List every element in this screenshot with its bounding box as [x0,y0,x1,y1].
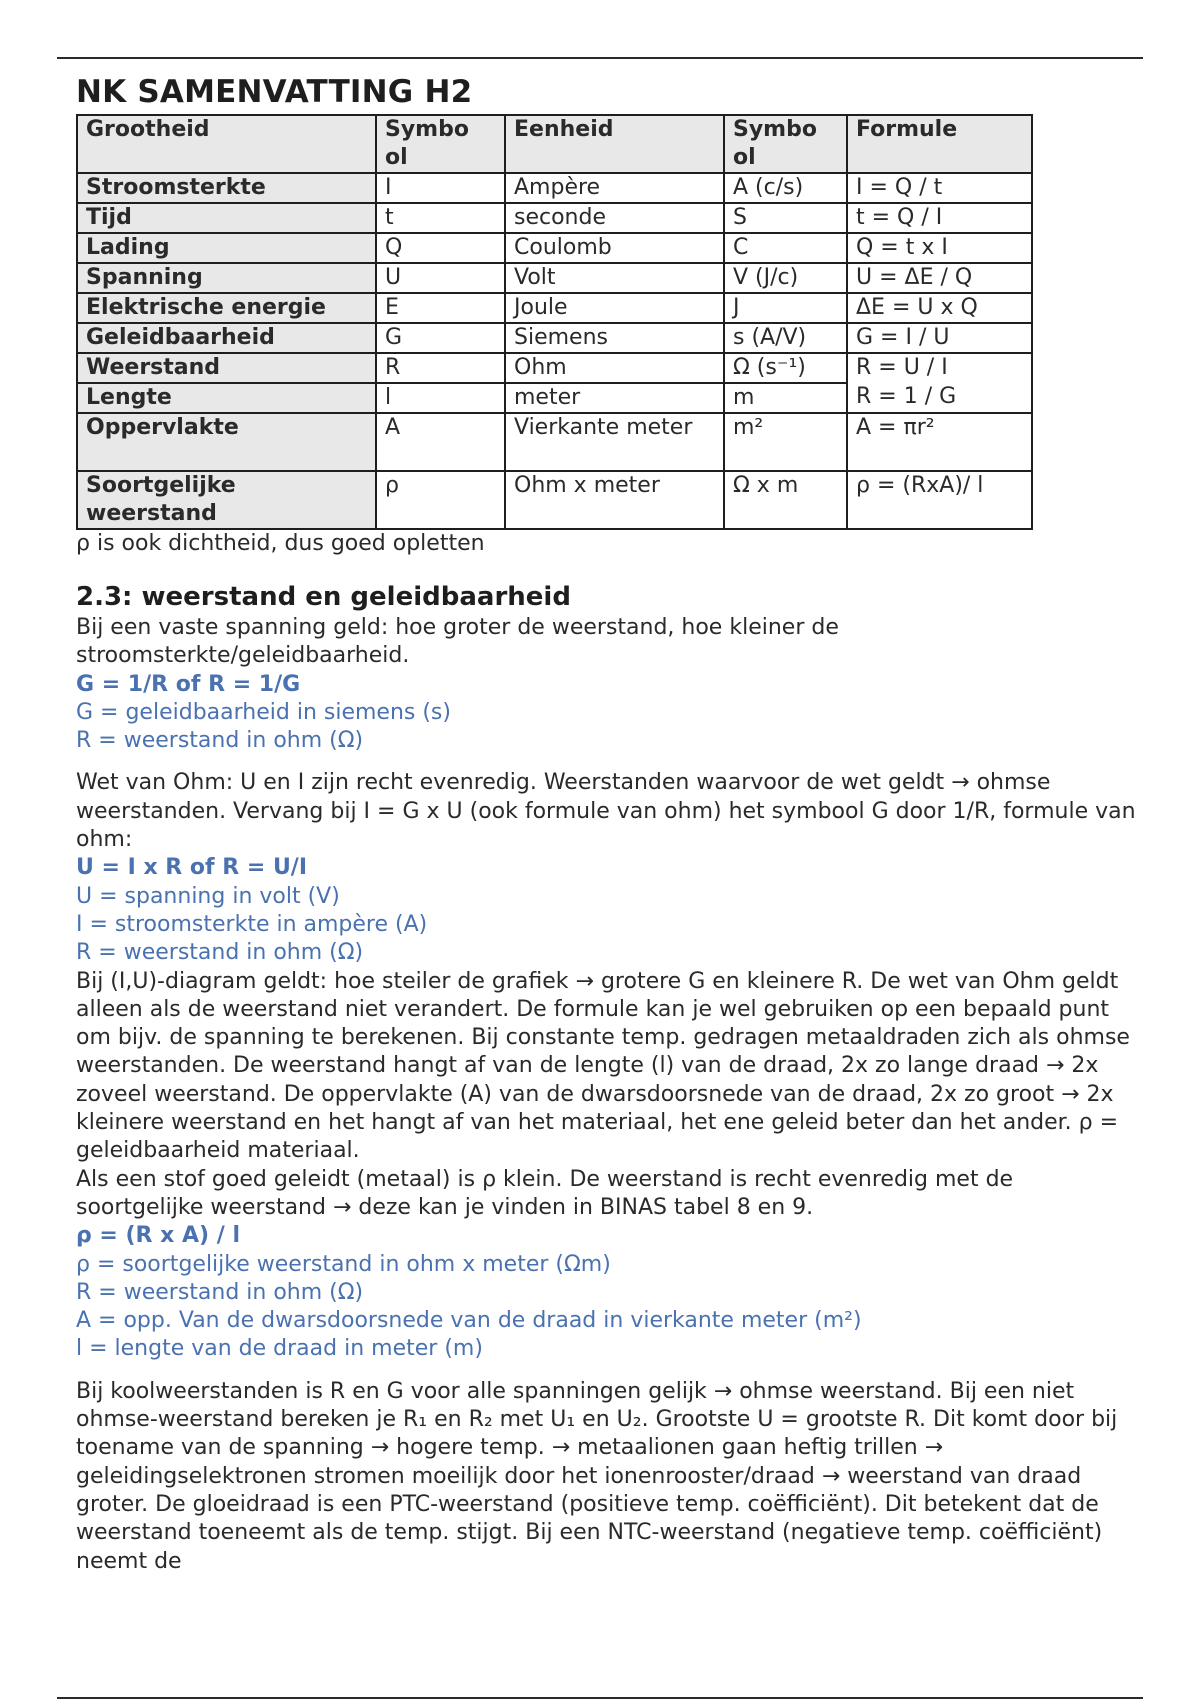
table-header-row [77,115,1032,173]
table-cell: U = ΔE / Q [847,263,1032,293]
table-row [77,471,1032,529]
table-cell: Ohm x meter [505,471,724,529]
table-cell: Siemens [505,323,724,353]
table-cell: Spanning [77,263,376,293]
table-cell: Ω (s⁻¹) [724,353,847,383]
table-note: ρ is ook dichtheid, dus goed opletten [76,531,485,556]
table-cell: Joule [505,293,724,323]
table-cell: A [376,413,505,471]
paragraph: Wet van Ohm: U en I zijn recht evenredig. Weerstanden waarvoor de wet geldt → ohmse weerstanden. Vervang bij I = G x U (ook formule van ohm) het symbool G door 1/R, formule van ohm: [76,770,1136,853]
formula-legend-line: I = stroomsterkte in ampère (A) [76,911,428,937]
formula-legend-line: U = spanning in volt (V) [76,883,340,909]
table-cell: Ampère [505,173,724,203]
table-cell: seconde [505,203,724,233]
table-row [77,233,1032,263]
table-cell: Coulomb [505,233,724,263]
table-cell: I = Q / t [847,173,1032,203]
table-cell: Q = t x I [847,233,1032,263]
formula-legend-line: R = weerstand in ohm (Ω) [76,940,364,966]
table-cell: E [376,293,505,323]
table-cell: m [724,383,847,413]
table-cell: m² [724,413,847,471]
table-cell: G [376,323,505,353]
table-cell: R = U / I [847,353,1032,383]
paragraph: Bij een vaste spanning geld: hoe groter de weerstand, hoe kleiner de stroomsterkte/geleidbaarheid. [76,615,839,669]
table-cell: Stroomsterkte [77,173,376,203]
top-rule [57,57,1143,59]
quantities-table [76,114,1033,530]
bottom-rule [57,1697,1143,1699]
table-row [77,413,1032,471]
table-cell: R = 1 / G [847,383,1032,413]
table-cell: Ohm [505,353,724,383]
table-cell: I [376,173,505,203]
formula-conductance: G = 1/R of R = 1/G [76,671,301,697]
spacer [76,755,1136,769]
paragraph: Bij (I,U)-diagram geldt: hoe steiler de grafiek → grotere G en kleinere R. De wet van Ohm geldt alleen als de weerstand niet verandert. De formule kan je wel gebruiken op een bepaald punt om bijv. de spanning te berekenen. Bij constante temp. gedragen metaaldraden zich als ohmse weerstanden. De weerstand hangt af van de lengte (l) van de draad, 2x zo lange draad → 2x zoveel weerstand. De oppervlakte (A) van de dwarsdoorsnede van de draad, 2x zo groot → 2x kleinere weerstand en het hangt af van het materiaal, het ene geleid beter dan het ander. ρ = geleidbaarheid materiaal. [76,968,1130,1164]
header-cell: Grootheid [77,115,376,173]
table-cell: S [724,203,847,233]
table-cell: meter [505,383,724,413]
paragraph: Bij koolweerstanden is R en G voor alle spanningen gelijk → ohmse weerstand. Bij een niet ohmse-weerstand bereken je R₁ en R₂ met U₁ en U₂. Grootste U = grootste R. Dit komt door bij toename van de spanning → hogere temp. → metaalionen gaan heftig trillen → geleidingselektronen stromen moeilijk door het ionenrooster/draad → weerstand van draad groter. De gloeidraad is een PTC-weerstand (positieve temp. coëfficiënt). Dit betekent dat de weerstand toeneemt als de temp. stijgt. Bij een NTC-weerstand (negatieve temp. coëfficiënt) neemt de [76,1378,1118,1574]
table-cell: Oppervlakte [77,413,376,471]
formula-legend-line: G = geleidbaarheid in siemens (s) [76,699,451,725]
table-cell: Elektrische energie [77,293,376,323]
formula-legend-line: R = weerstand in ohm (Ω) [76,728,364,754]
table-cell: Geleidbaarheid [77,323,376,353]
table-cell: ρ [376,471,505,529]
header-cell: Formule [847,115,1032,173]
table-cell: t = Q / I [847,203,1032,233]
paragraph: Als een stof goed geleidt (metaal) is ρ klein. De weerstand is recht evenredig met de soortgelijke weerstand → deze kan je vinden in BINAS tabel 8 en 9. [76,1166,1014,1220]
table-cell: Weerstand [77,353,376,383]
table-cell: G = I / U [847,323,1032,353]
table-cell: R [376,353,505,383]
table-cell: ΔE = U x Q [847,293,1032,323]
table-cell: C [724,233,847,263]
table-cell: A = πr² [847,413,1032,471]
table-cell: t [376,203,505,233]
header-cell: Symbo ol [724,115,847,173]
formula-ohm: U = I x R of R = U/I [76,855,308,881]
table-cell: Soortgelijke weerstand [77,471,376,529]
table-cell: Lengte [77,383,376,413]
table-row [77,383,1032,413]
formula-legend-line: ρ = soortgelijke weerstand in ohm x meter (Ωm) [76,1251,611,1277]
table-cell: Q [376,233,505,263]
table-row [77,353,1032,383]
table-cell: Tijd [77,203,376,233]
formula-resistivity: ρ = (R x A) / l [76,1223,240,1249]
table-cell: Volt [505,263,724,293]
table-cell: Ω x m [724,471,847,529]
table-cell: V (J/c) [724,263,847,293]
formula-legend-line: R = weerstand in ohm (Ω) [76,1279,364,1305]
table-cell: J [724,293,847,323]
table-row [77,263,1032,293]
formula-legend-line: l = lengte van de draad in meter (m) [76,1336,483,1362]
header-cell: Symbo ol [376,115,505,173]
section-heading: 2.3: weerstand en geleidbaarheid [76,582,571,612]
table-cell: l [376,383,505,413]
formula-legend-line: A = opp. Van de dwarsdoorsnede van de draad in vierkante meter (m²) [76,1308,862,1334]
page-title: NK SAMENVATTING H2 [76,74,473,110]
table-cell: Lading [77,233,376,263]
table-cell: Vierkante meter [505,413,724,471]
table-row [77,203,1032,233]
header-cell: Eenheid [505,115,724,173]
table-cell: ρ = (RxA)/ l [847,471,1032,529]
table-cell: s (A/V) [724,323,847,353]
document-page [76,70,1136,1576]
table-cell: U [376,263,505,293]
table-row [77,173,1032,203]
table-row [77,293,1032,323]
table-row [77,323,1032,353]
spacer [76,1364,1136,1378]
table-cell: A (c/s) [724,173,847,203]
